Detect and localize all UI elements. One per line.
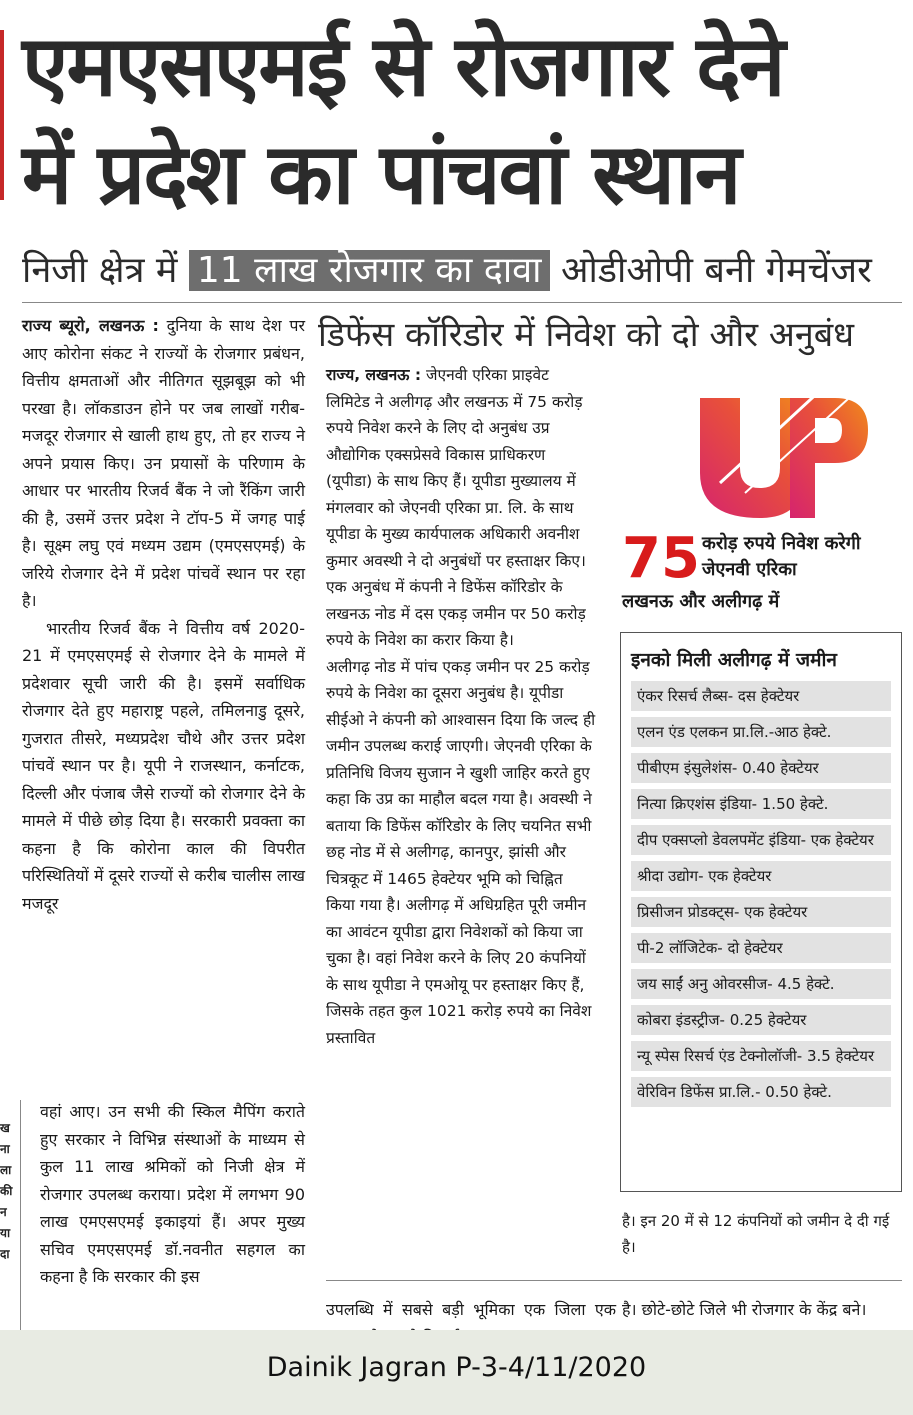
- article1-para-3: वहां आए। उन सभी की स्किल मैपिंग कराते हुए सरकार ने विभिन्न संस्थाओं के माध्यम से कुल 11 लाख श्रमिकों को निजी क्षेत्र में रोजगार उपलब्ध कराया। प्रदेश में लगभग 90 लाख एमएसएमई इकाइयां हैं। अपर मुख्य सचिव एमएसएमई डॉ.नवनीत सहगल का कहना है कि सरकार की इस: [40, 1102, 305, 1286]
- stat-text: करोड़ रुपये निवेश करेगी जेएनवी एरिका: [702, 533, 861, 580]
- list-item: एंकर रिसर्च लैब्स- दस हेक्टेयर: [631, 681, 891, 711]
- article1-column-1: [22, 312, 305, 917]
- list-item: श्रीदा उद्योग- एक हेक्टेयर: [631, 861, 891, 891]
- article1-dateline: राज्य ब्यूरो, लखनऊ :: [22, 316, 159, 335]
- headline: [22, 12, 902, 228]
- article2-para-2: अलीगढ़ नोड में पांच एकड़ जमीन पर 25 करोड़ रुपये के निवेश का दूसरा अनुबंध है। यूपीडा सीईओ ने कंपनी को आश्वासन दिया कि जल्द ही जमीन उपलब्ध कराई जाएगी। जेएनवी एरिका के प्रतिनिधि विजय सुजान ने खुशी जाहिर करते हुए कहा कि उप्र का माहौल बदल गया है। अवस्थी ने बताया कि डिफेंस कॉरिडोर के लिए चयनित सभी छह नोड में से अलीगढ़, कानपुर, झांसी और चित्रकूट में 1465 हेक्टेयर भूमि को चिह्नित किया गया है। अलीगढ़ में अधिग्रहित पूरी जमीन का आवंटन यूपीडा द्वारा निवेशकों को किया जा चुका है। वहां निवेश करने के लिए 20 कंपनियों के साथ यूपीडा ने एमओयू पर हस्ताक्षर किए हैं, जिसके तहत कुल 1021 करोड़ रुपये का निवेश प्रस्तावित: [326, 657, 596, 1047]
- box-title: इनको मिली अलीगढ़ में जमीन: [631, 649, 837, 671]
- list-item: कोबरा इंडस्ट्रीज- 0.25 हेक्टेयर: [631, 1005, 891, 1035]
- list-item: प्रिसीजन प्रोडक्ट्स- एक हेक्टेयर: [631, 897, 891, 927]
- article1-para-5: है। छोटे-छोटे जिले भी रोजगार के केंद्र बने।: [622, 1300, 867, 1319]
- stat-number: 75: [622, 526, 700, 591]
- land-allotment-box: [620, 632, 902, 1192]
- adjacent-article-strip: ख ना ला की न या दा: [0, 1121, 13, 1261]
- up-logo: [690, 358, 870, 523]
- divider: [326, 1280, 902, 1281]
- subheadline-highlight: 11 लाख रोजगार का दावा: [189, 250, 550, 291]
- column-divider: [20, 1100, 21, 1330]
- article1-para-1: दुनिया के साथ देश पर आए कोरोना संकट ने राज्यों के रोजगार प्रबंधन, वित्तीय क्षमताओं और नीतिगत सूझबूझ को भी परखा है। लॉकडाउन होने पर जब लाखों गरीब-मजदूर रोजगार से खाली हाथ हुए, तो हर राज्य ने अपने प्रयास किए। उन प्रयासों के परिणाम के आधार पर भारतीय रिजर्व बैंक ने जो रैंकिंग जारी की है, उसमें उत्तर प्रदेश ने टॉप-5 में जगह पाई है। सूक्ष्म लघु एवं मध्यम उद्यम (एमएसएमई) के जरिये रोजगार देने में प्रदेश पांचवें स्थान पर रहा है।: [22, 316, 305, 610]
- article1-para-2: भारतीय रिजर्व बैंक ने वित्तीय वर्ष 2020-21 में एमएसएमई से रोजगार देने के मामले में प्रदेशवार सूची जारी की है। इसमें सर्वाधिक रोजगार देते हुए महाराष्ट्र पहले, तमिलनाडु दूसरे, गुजरात तीसरे, मध्यप्रदेश चौथे और उत्तर प्रदेश पांचवें स्थान पर है। यूपी ने राजस्थान, कर्नाटक, दिल्ली और पंजाब जैसे राज्यों को रोजगार देने के मामले में पीछे छोड़ दिया है। सरकारी प्रवक्ता का कहना है कि कोरोना काल की विपरीत परिस्थितियों में दूसरे राज्यों से करीब चालीस लाख मजदूर: [22, 618, 305, 913]
- article2-para-1: जेएनवी एरिका प्राइवेट लिमिटेड ने अलीगढ़ और लखनऊ में 75 करोड़ रुपये निवेश करने के लिए दो अनुबंध उप्र औद्योगिक एक्सप्रेसवे विकास प्राधिकरण (यूपीडा) के साथ किए हैं। यूपीडा मुख्यालय में मंगलवार को जेएनवी एरिका प्रा. लि. के साथ यूपीडा के मुख्य कार्यपालक अधिकारी अवनीश कुमार अवस्थी ने दो अनुबंधों पर हस्ताक्षर किए। एक अनुबंध में कंपनी ने डिफेंस कॉरिडोर के लखनऊ नोड में दस एकड़ जमीन पर 50 करोड़ रुपये के निवेश का करार किया है।: [326, 366, 586, 649]
- page-edge-red-bar: [0, 30, 4, 200]
- article1-column-1b: [40, 1098, 305, 1291]
- subheadline-part-2: ओडीओपी बनी गेमचेंजर: [560, 250, 872, 291]
- list-item: न्यू स्पेस रिसर्च एंड टेक्नोलॉजी- 3.5 हेक्टेयर: [631, 1041, 891, 1071]
- source-caption-bar: [0, 1330, 913, 1415]
- source-caption: Dainik Jagran P-3-4/11/2020: [266, 1352, 647, 1383]
- subheadline: [22, 244, 902, 298]
- article2-deck: डिफेंस कॉरिडोर में निवेश को दो और अनुबंध: [318, 315, 855, 355]
- article2-dateline: राज्य, लखनऊ :: [326, 366, 422, 384]
- headline-line-2: में प्रदेश का पांचवां स्थान: [22, 125, 740, 223]
- list-item: एलन एंड एलकन प्रा.लि.-आठ हेक्टे.: [631, 717, 891, 747]
- headline-line-1: एमएसएमई से रोजगार देने: [22, 17, 784, 115]
- divider: [22, 302, 902, 303]
- article2-column: [326, 362, 596, 1051]
- allotment-list: [621, 681, 901, 1107]
- list-item: वेरिविन डिफेंस प्रा.लि.- 0.50 हेक्टे.: [631, 1077, 891, 1107]
- list-item: नित्या क्रिएशंस इंडिया- 1.50 हेक्टे.: [631, 789, 891, 819]
- list-item: दीप एक्सप्लो डेवलपमेंट इंडिया- एक हेक्टेयर: [631, 825, 891, 855]
- subheadline-part-1: निजी क्षेत्र में: [22, 250, 178, 291]
- list-item: जय साईं अनु ओवरसीज- 4.5 हेक्टे.: [631, 969, 891, 999]
- list-item: पी-2 लॉजिटेक- दो हेक्टेयर: [631, 933, 891, 963]
- article1-para-4: उपलब्धि में सबसे बड़ी भूमिका एक जिला एक: [326, 1300, 616, 1319]
- list-item: पीबीएम इंसुलेशंस- 0.40 हेक्टेयर: [631, 753, 891, 783]
- up-logo-u-shape: [700, 398, 805, 518]
- article2-para-3: है। इन 20 में से 12 कंपनियों को जमीन दे दी गई है।: [622, 1212, 890, 1256]
- stat-text-2: लखनऊ और अलीगढ़ में: [622, 591, 780, 612]
